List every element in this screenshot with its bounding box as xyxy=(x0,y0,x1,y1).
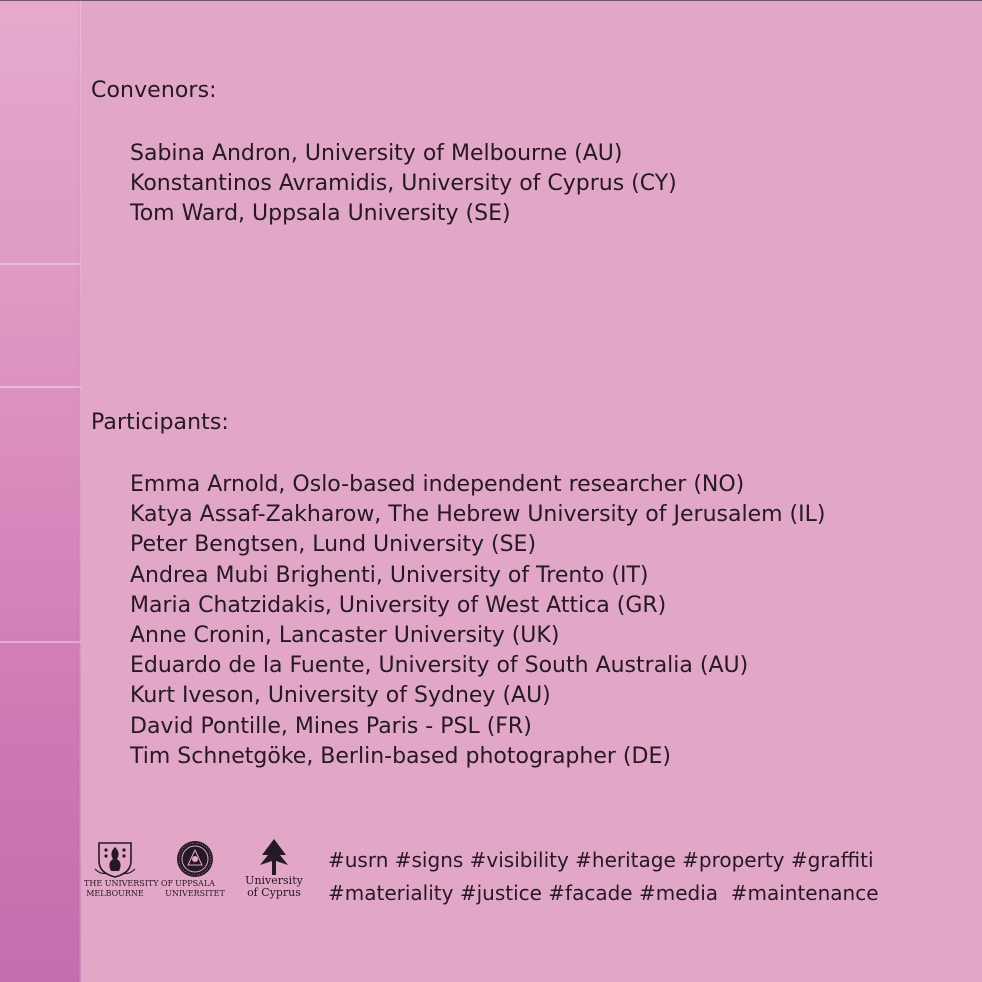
participant-item: Tim Schnetgöke, Berlin-based photographer (DE) xyxy=(130,743,671,769)
participants-list xyxy=(130,470,825,772)
convenor-item: Sabina Andron, University of Melbourne (AU) xyxy=(130,141,623,166)
melbourne-logo-line: MELBOURNE xyxy=(86,889,144,898)
hashtags-line: #materiality #justice #facade #media #maintenance xyxy=(328,881,879,905)
photo-strip xyxy=(0,1,81,982)
convenors-heading: Convenors: xyxy=(91,78,217,103)
uppsala-logo-line: UNIVERSITET xyxy=(165,889,225,898)
melbourne-logo xyxy=(84,839,174,899)
participant-item: Emma Arnold, Oslo-based independent researcher (NO) xyxy=(130,472,745,497)
participant-item: Peter Bengtsen, Lund University (SE) xyxy=(130,532,537,558)
strip-fold xyxy=(0,641,81,643)
participant-item: Maria Chatzidakis, University of West Attica (GR) xyxy=(130,592,667,618)
strip-fold xyxy=(0,386,81,388)
convenors-list xyxy=(130,139,677,230)
hashtags-line: #usrn #signs #visibility #heritage #property #graffiti xyxy=(328,848,874,872)
participant-item: David Pontille, Mines Paris - PSL (FR) xyxy=(130,713,532,739)
participant-item: Anne Cronin, Lancaster University (UK) xyxy=(130,622,560,648)
melbourne-crest-icon xyxy=(93,839,137,879)
melbourne-logo-line: THE UNIVERSITY OF xyxy=(84,879,174,888)
university-logos xyxy=(84,839,316,903)
convenor-item: Konstantinos Avramidis, University of Cyprus (CY) xyxy=(130,171,677,197)
participant-item: Eduardo de la Fuente, University of South Australia (AU) xyxy=(130,653,749,679)
uppsala-logo xyxy=(160,839,230,899)
participants-heading: Participants: xyxy=(91,410,229,435)
participant-item: Kurt Iveson, University of Sydney (AU) xyxy=(130,683,551,709)
strip-fold xyxy=(0,263,81,265)
cyprus-logo xyxy=(242,839,306,899)
participant-item: Katya Assaf-Zakharow, The Hebrew University of Jerusalem (IL) xyxy=(130,502,826,528)
cyprus-logo-line: University xyxy=(245,874,303,887)
participant-item: Andrea Mubi Brighenti, University of Trento (IT) xyxy=(130,562,649,588)
convenor-item: Tom Ward, Uppsala University (SE) xyxy=(130,201,511,227)
cyprus-tree-icon xyxy=(254,839,294,875)
hashtags xyxy=(328,844,879,910)
cyprus-logo-line: of Cyprus xyxy=(247,886,301,899)
uppsala-seal-icon xyxy=(175,839,215,879)
uppsala-logo-line: UPPSALA xyxy=(175,879,215,888)
